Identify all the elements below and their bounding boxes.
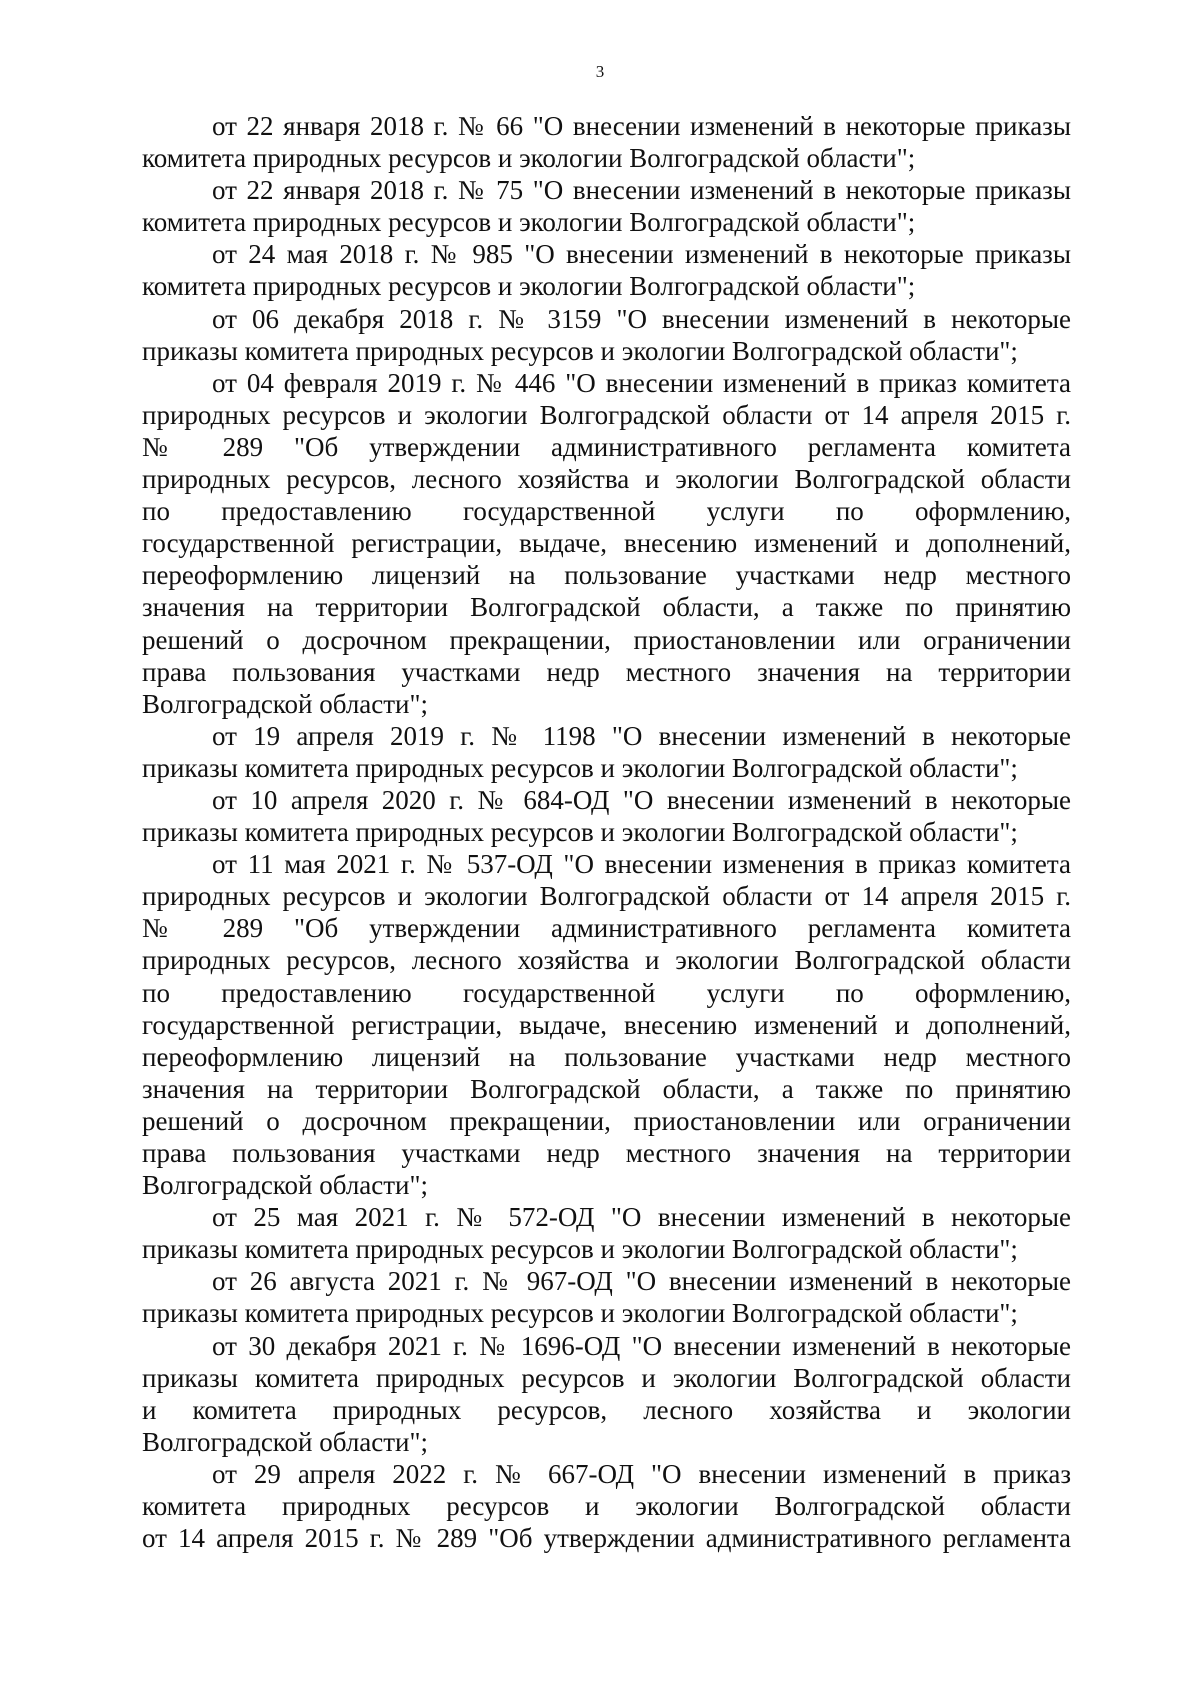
text-line: от 26 августа 2021 г. № 967-ОД "О внесении изменений в некоторые xyxy=(212,1266,1071,1297)
text-line: переоформлению лицензий на пользование участками недр местного xyxy=(142,560,1071,591)
text-line: комитета природных ресурсов и экологии Волгоградской области xyxy=(142,1491,1071,1522)
document-body xyxy=(142,110,1071,1554)
text-line: права пользования участками недр местного значения на территории xyxy=(142,1138,1071,1168)
text-line: от 22 января 2018 г. № 75 "О внесении изменений в некоторые приказы xyxy=(212,175,1071,206)
text-line: значения на территории Волгоградской области, а также по принятию xyxy=(142,592,1071,623)
text-line: от 29 апреля 2022 г. № 667-ОД "О внесении изменений в приказ xyxy=(212,1458,1071,1489)
list-item xyxy=(142,367,1071,720)
text-line: приказы комитета природных ресурсов и экологии Волгоградской области"; xyxy=(142,1234,1018,1265)
text-line: от 19 апреля 2019 г. № 1198 "О внесении изменений в некоторые xyxy=(212,720,1071,751)
text-line: от 04 февраля 2019 г. № 446 "О внесении изменений в приказ комитета xyxy=(212,367,1071,398)
text-line: от 25 мая 2021 г. № 572-ОД "О внесении изменений в некоторые xyxy=(212,1202,1071,1233)
text-line: приказы комитета природных ресурсов и экологии Волгоградской области"; xyxy=(142,752,1018,783)
text-line: от 22 января 2018 г. № 66 "О внесении изменений в некоторые приказы xyxy=(212,111,1071,141)
text-line: переоформлению лицензий на пользование участками недр местного xyxy=(142,1041,1071,1072)
text-line: государственной регистрации, выдаче, внесению изменений и дополнений, xyxy=(142,528,1071,559)
text-line: решений о досрочном прекращении, приостановлении или ограничении xyxy=(142,624,1071,655)
text-line: от 14 апреля 2015 г. № 289 "Об утверждении административного регламента xyxy=(142,1523,1071,1554)
text-line: № 289 "Об утверждении административного регламента комитета xyxy=(142,913,1071,944)
page-number: 3 xyxy=(595,62,605,81)
list-item xyxy=(142,110,1071,174)
list-item xyxy=(142,1265,1071,1329)
text-line: по предоставлению государственной услуги по оформлению, xyxy=(142,977,1071,1008)
text-line: решений о досрочном прекращении, приостановлении или ограничении xyxy=(142,1105,1071,1136)
text-line: от 30 декабря 2021 г. № 1696-ОД "О внесении изменений в некоторые xyxy=(212,1330,1071,1361)
text-line: от 10 апреля 2020 г. № 684-ОД "О внесении изменений в некоторые xyxy=(212,784,1071,815)
list-item xyxy=(142,174,1071,238)
text-line: от 24 мая 2018 г. № 985 "О внесении изменений в некоторые приказы xyxy=(212,239,1071,270)
text-line: от 11 мая 2021 г. № 537-ОД "О внесении изменения в приказ комитета xyxy=(212,849,1071,880)
text-line: природных ресурсов, лесного хозяйства и экологии Волгоградской области xyxy=(142,945,1071,976)
text-line: комитета природных ресурсов и экологии Волгоградской области"; xyxy=(142,271,916,302)
text-line: приказы комитета природных ресурсов и экологии Волгоградской области"; xyxy=(142,335,1018,366)
text-line: № 289 "Об утверждении административного регламента комитета xyxy=(142,431,1071,462)
text-line: Волгоградской области"; xyxy=(142,1170,429,1201)
list-item xyxy=(142,1330,1071,1458)
text-line: от 06 декабря 2018 г. № 3159 "О внесении изменений в некоторые xyxy=(212,303,1071,334)
list-item xyxy=(142,1458,1071,1554)
text-line: природных ресурсов и экологии Волгоградской области от 14 апреля 2015 г. xyxy=(142,399,1071,430)
list-item xyxy=(142,238,1071,302)
text-line: комитета природных ресурсов и экологии Волгоградской области"; xyxy=(142,207,916,238)
text-line: природных ресурсов, лесного хозяйства и экологии Волгоградской области xyxy=(142,464,1071,495)
text-line: приказы комитета природных ресурсов и экологии Волгоградской области"; xyxy=(142,817,1018,848)
list-item xyxy=(142,720,1071,784)
text-line: природных ресурсов и экологии Волгоградской области от 14 апреля 2015 г. xyxy=(142,881,1071,912)
list-item xyxy=(142,1201,1071,1265)
text-line: приказы комитета природных ресурсов и экологии Волгоградской области"; xyxy=(142,1298,1018,1329)
text-line: права пользования участками недр местного значения на территории xyxy=(142,656,1071,687)
text-line: и комитета природных ресурсов, лесного хозяйства и экологии xyxy=(142,1394,1071,1425)
list-item xyxy=(142,784,1071,848)
text-line: значения на территории Волгоградской области, а также по принятию xyxy=(142,1073,1071,1104)
text-line: государственной регистрации, выдаче, внесению изменений и дополнений, xyxy=(142,1009,1071,1040)
list-item xyxy=(142,848,1071,1201)
text-line: приказы комитета природных ресурсов и экологии Волгоградской области xyxy=(142,1362,1071,1393)
text-line: Волгоградской области"; xyxy=(142,1426,429,1457)
text-line: по предоставлению государственной услуги по оформлению, xyxy=(142,496,1071,527)
text-line: Волгоградской области"; xyxy=(142,688,429,719)
text-line: комитета природных ресурсов и экологии Волгоградской области"; xyxy=(142,143,916,174)
list-item xyxy=(142,303,1071,367)
